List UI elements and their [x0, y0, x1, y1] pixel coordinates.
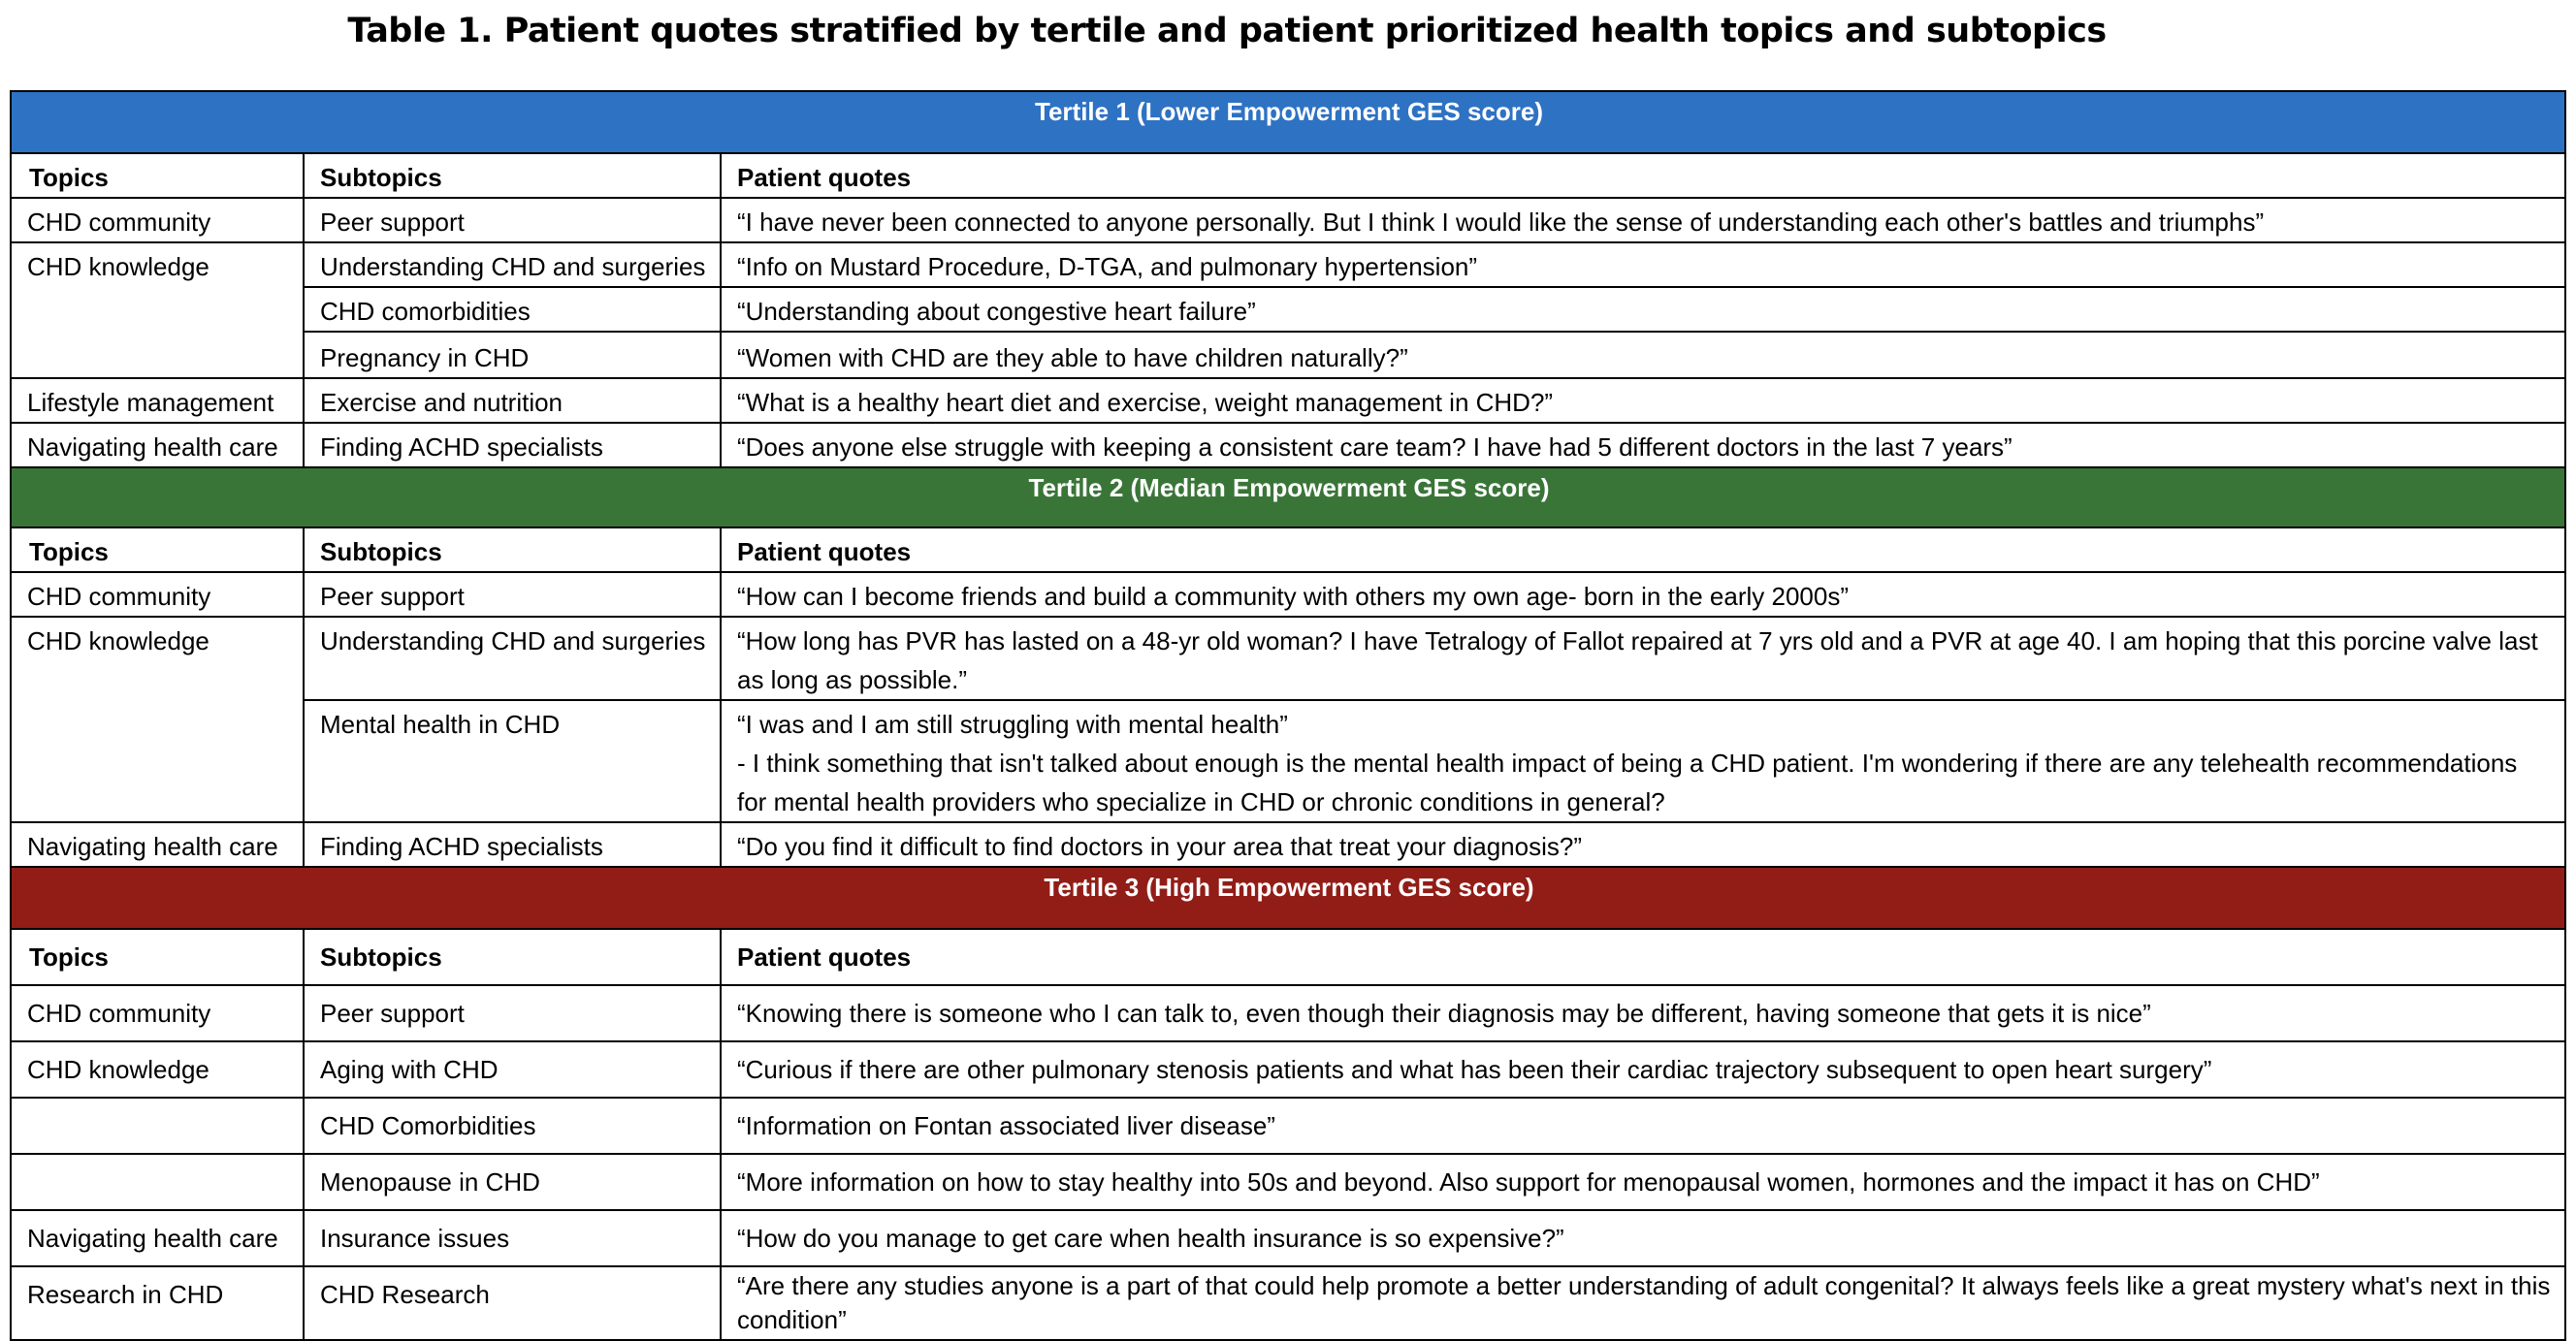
table-row	[11, 378, 2565, 423]
table-row	[11, 198, 2565, 242]
header-quotes: Patient quotes	[721, 929, 2565, 985]
quote-cell: “How do you manage to get care when health insurance is so expensive?”	[721, 1210, 2565, 1266]
topic-cell: CHD community	[11, 985, 304, 1041]
subtopic-cell: Understanding CHD and surgeries	[304, 617, 721, 700]
quote-cell: “More information on how to stay healthy into 50s and beyond. Also support for menopausal women, hormones and the impact it has on CHD”	[721, 1154, 2565, 1210]
quote-line: “I was and I am still struggling with mental health”	[737, 710, 1288, 739]
topic-cell	[11, 1154, 304, 1210]
header-subtopics: Subtopics	[304, 153, 721, 198]
table-row	[11, 1154, 2565, 1210]
subtopic-cell: Exercise and nutrition	[304, 378, 721, 423]
table-row	[11, 1041, 2565, 1098]
header-quotes: Patient quotes	[721, 153, 2565, 198]
topic-cell	[11, 1098, 304, 1154]
header-subtopics: Subtopics	[304, 527, 721, 572]
subtopic-cell: CHD comorbidities	[304, 287, 721, 332]
table-row	[11, 287, 2565, 332]
table-row	[11, 985, 2565, 1041]
topic-cell	[11, 700, 304, 822]
quote-cell: “What is a healthy heart diet and exercise, weight management in CHD?”	[721, 378, 2565, 423]
table-row	[11, 700, 2565, 822]
topic-cell: CHD knowledge	[11, 242, 304, 287]
quote-cell: “Information on Fontan associated liver disease”	[721, 1098, 2565, 1154]
table-title: Table 1. Patient quotes stratified by tertile and patient prioritized health topics and subtopics	[347, 12, 2107, 50]
topic-cell: CHD knowledge	[11, 617, 304, 700]
subtopic-cell: Finding ACHD specialists	[304, 822, 721, 867]
subtopic-cell: Peer support	[304, 985, 721, 1041]
topic-cell: Research in CHD	[11, 1266, 304, 1340]
quote-cell: “Do you find it difficult to find doctors in your area that treat your diagnosis?”	[721, 822, 2565, 867]
table-row	[11, 423, 2565, 467]
table-row	[11, 572, 2565, 617]
topic-cell	[11, 287, 304, 332]
quote-cell	[721, 700, 2565, 822]
topic-cell: Lifestyle management	[11, 378, 304, 423]
quote-cell: “Are there any studies anyone is a part of that could help promote a better understanding of adult congenital? It always feels like a great mystery what's next in this condition”	[721, 1266, 2565, 1340]
header-subtopics: Subtopics	[304, 929, 721, 985]
header-quotes: Patient quotes	[721, 527, 2565, 572]
topic-cell: Navigating health care	[11, 423, 304, 467]
topic-cell	[11, 332, 304, 378]
quote-cell: “I have never been connected to anyone personally. But I think I would like the sense of understanding each other's battles and triumphs”	[721, 198, 2565, 242]
quote-cell: “How long has PVR has lasted on a 48-yr old woman? I have Tetralogy of Fallot repaired at 7 yrs old and a PVR at age 40. I am hoping that this porcine valve last as long as possible.”	[721, 617, 2565, 700]
tertile-2-banner: Tertile 2 (Median Empowerment GES score)	[11, 467, 2565, 527]
topic-cell: CHD community	[11, 572, 304, 617]
subtopic-cell: Peer support	[304, 572, 721, 617]
topic-cell: CHD community	[11, 198, 304, 242]
table-row	[11, 242, 2565, 287]
topic-cell: Navigating health care	[11, 822, 304, 867]
topic-cell: CHD knowledge	[11, 1041, 304, 1098]
header-topics: Topics	[11, 153, 304, 198]
table-row	[11, 1266, 2565, 1340]
quote-cell: “Understanding about congestive heart failure”	[721, 287, 2565, 332]
header-topics: Topics	[11, 929, 304, 985]
subtopic-cell: Pregnancy in CHD	[304, 332, 721, 378]
quote-cell: “Does anyone else struggle with keeping a consistent care team? I have had 5 different doctors in the last 7 years”	[721, 423, 2565, 467]
table-row	[11, 1098, 2565, 1154]
table-header-row	[11, 929, 2565, 985]
subtopic-cell: Understanding CHD and surgeries	[304, 242, 721, 287]
tertile-1-banner: Tertile 1 (Lower Empowerment GES score)	[11, 91, 2565, 153]
table-header-row	[11, 153, 2565, 198]
quote-cell: “Info on Mustard Procedure, D-TGA, and pulmonary hypertension”	[721, 242, 2565, 287]
quotes-table	[10, 90, 2566, 1341]
quote-cell: “Knowing there is someone who I can talk to, even though their diagnosis may be different, having someone that gets it is nice”	[721, 985, 2565, 1041]
subtopic-cell: Peer support	[304, 198, 721, 242]
subtopic-cell: CHD Comorbidities	[304, 1098, 721, 1154]
subtopic-cell: Mental health in CHD	[304, 700, 721, 822]
quote-cell: “Curious if there are other pulmonary stenosis patients and what has been their cardiac trajectory subsequent to open heart surgery”	[721, 1041, 2565, 1098]
table-row	[11, 1210, 2565, 1266]
subtopic-cell: CHD Research	[304, 1266, 721, 1340]
topic-cell: Navigating health care	[11, 1210, 304, 1266]
subtopic-cell: Aging with CHD	[304, 1041, 721, 1098]
quote-cell: “Women with CHD are they able to have children naturally?”	[721, 332, 2565, 378]
table-header-row	[11, 527, 2565, 572]
subtopic-cell: Insurance issues	[304, 1210, 721, 1266]
table-row	[11, 822, 2565, 867]
tertile-3-banner: Tertile 3 (High Empowerment GES score)	[11, 867, 2565, 929]
quote-line: - I think something that isn't talked about enough is the mental health impact of being a CHD patient. I'm wondering if there are any telehealth recommendations for mental health providers who specialize in CHD or chronic conditions in general?	[737, 749, 2518, 816]
header-topics: Topics	[11, 527, 304, 572]
table-row	[11, 332, 2565, 378]
subtopic-cell: Menopause in CHD	[304, 1154, 721, 1210]
quote-cell: “How can I become friends and build a community with others my own age- born in the early 2000s”	[721, 572, 2565, 617]
subtopic-cell: Finding ACHD specialists	[304, 423, 721, 467]
table-row	[11, 617, 2565, 700]
